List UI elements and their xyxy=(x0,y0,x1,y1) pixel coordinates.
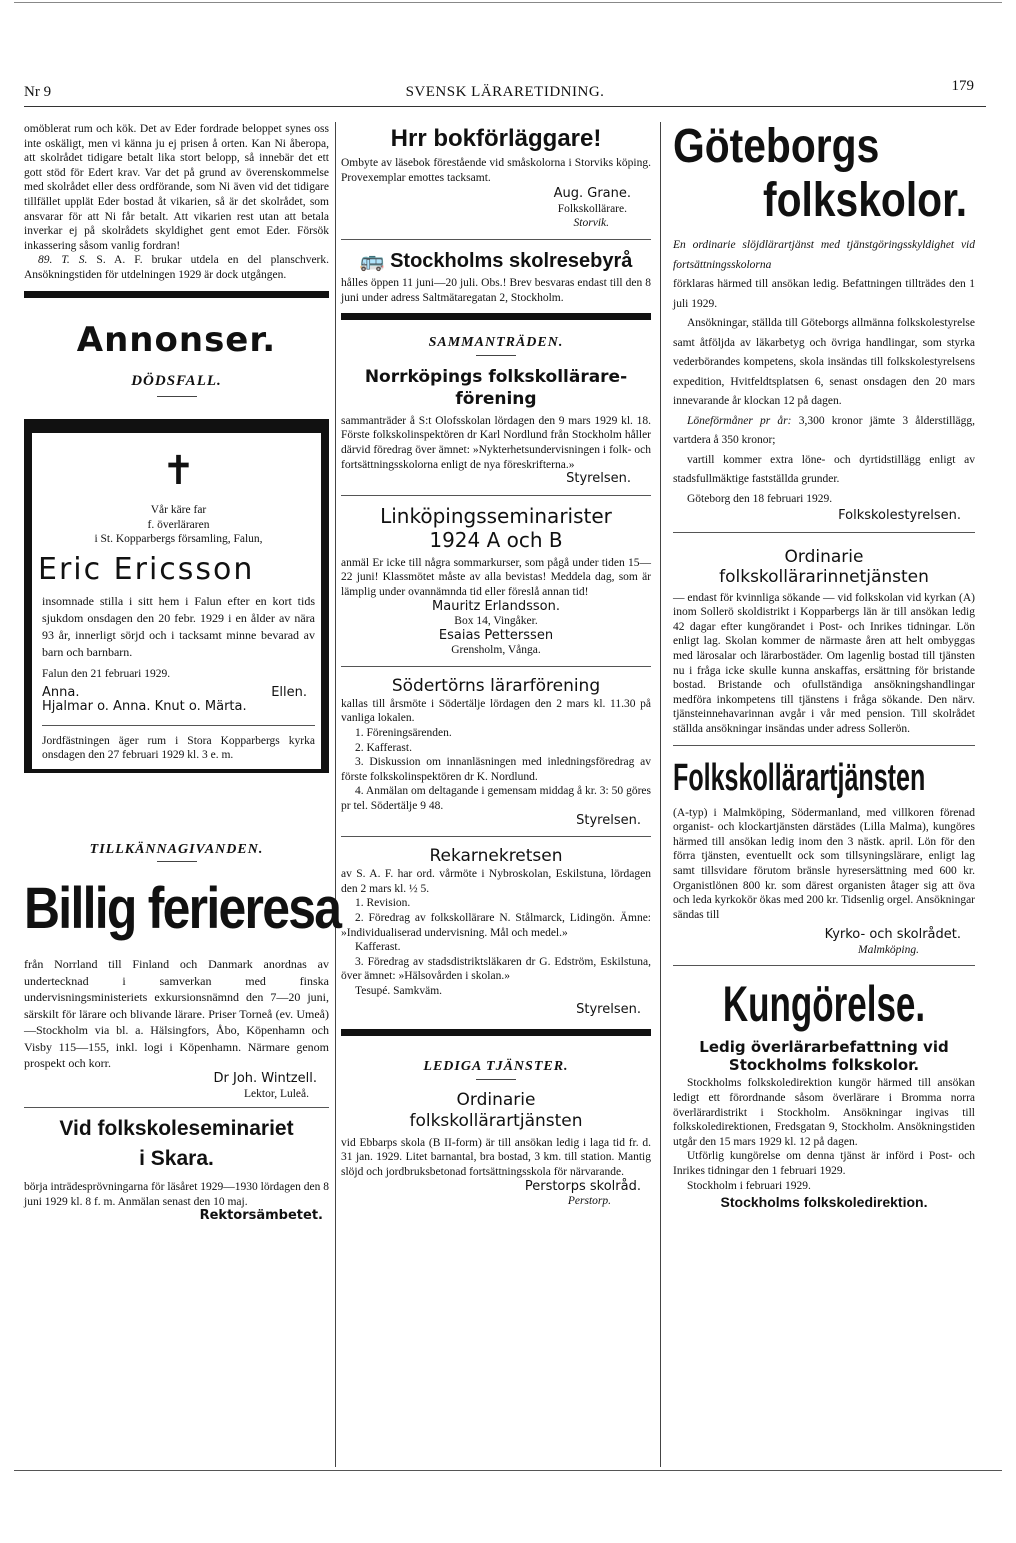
answer-number: 89. T. S. xyxy=(38,254,88,267)
answer-89-text: S. A. F. brukar utdela en del planschverk. Ansökningstiden för utdelningen 1929 är dock utgången. xyxy=(24,254,330,281)
section-rule xyxy=(673,965,975,966)
section-rule xyxy=(341,495,651,496)
bottom-rule xyxy=(14,1470,1002,1471)
lediga-tjanster-heading: LEDIGA TJÄNSTER. xyxy=(423,1059,569,1075)
perstorp-signature: Perstorps skolråd. xyxy=(524,1178,641,1194)
signatures-row-2: Hjalmar o. Anna. Knut o. Märta. xyxy=(42,699,247,715)
section-rule xyxy=(673,532,975,533)
goteborg-text-3: vartill kommer extra löne- och dyrtidstillägg enligt av stadsfullmäktige fastställda grunder. xyxy=(673,453,975,485)
newspaper-title: SVENSK LÄRARETIDNING. xyxy=(405,84,605,100)
ordinarie-heading-2: folkskollärartjänsten xyxy=(409,1110,583,1131)
goteborg-date: Göteborg den 18 februari 1929. xyxy=(687,492,833,505)
dodsfall-heading: DÖDSFALL. xyxy=(131,372,222,389)
section-rule xyxy=(341,313,651,320)
answer-89 xyxy=(24,253,329,282)
short-rule xyxy=(476,355,516,356)
kungorelse-date: Stockholm i februari 1929. xyxy=(687,1179,811,1192)
hrr-signature: Aug. Grane. xyxy=(553,186,631,202)
rekarne-item-3: Kafferast. xyxy=(355,941,401,954)
skolresebyra-title: Stockholms skolresebyrå xyxy=(390,249,633,272)
obituary-place-date: Falun den 21 februari 1929. xyxy=(42,667,171,680)
goteborg-text-1: förklaras härmed till ansökan ledig. Befattningen tillträdes den 1 juli 1929. xyxy=(673,278,975,310)
deceased-name: Eric Ericsson xyxy=(38,551,255,587)
rekarne-item-1: 1. Revision. xyxy=(355,897,411,910)
obituary-line-2: f. överläraren xyxy=(147,518,210,531)
short-rule xyxy=(476,1079,516,1080)
signatures-row xyxy=(42,686,315,701)
folkskollarartjansten-heading: Folkskollärartjänsten xyxy=(673,756,926,799)
rekarne-item-4: 3. Föredrag av stadsdistriktsläkaren dr G. Edström, Eskilstuna, över ämnet: »Hälsovården i skolan.» xyxy=(341,955,651,983)
ebbarp-text: vid Ebbarps skola (B II-form) är till ansökan ledig i laga tid fr. d. 31 jan. 1929. Litet barnantal, bra bostad, 3 km. till station. Mantig slöjd och jordbruksbetonad fortsättningsskola för närvarande. xyxy=(341,1136,651,1178)
tillkannagivanden-heading: TILLKÄNNAGIVANDEN. xyxy=(89,841,264,857)
sodertorn-item-3: 3. Diskussion om innanläsningen med inledningsföredrag av förste folkskolinspektören dr K. Nordlund. xyxy=(341,756,651,783)
header-rule xyxy=(24,106,986,107)
ordinarie-heading-3-1: Ordinarie xyxy=(784,546,864,567)
rekarne-signature: Styrelsen. xyxy=(576,1001,641,1017)
linkoping-address-2: Grensholm, Vånga. xyxy=(451,644,541,657)
column-3 xyxy=(673,122,975,1210)
goteborg-intro: En ordinarie slöjdlärartjänst med tjänstgöringsskyldighet vid fortsättningsskolorna xyxy=(673,239,975,271)
sodertorn-intro: kallas till årsmöte i Södertälje lördagen den 2 mars kl. 11.30 på vanliga lokalen. xyxy=(341,697,651,725)
goteborgs-heading: Göteborgs xyxy=(673,120,880,173)
goteborg-signature: Folkskolestyrelsen. xyxy=(838,508,961,523)
malmkoping-signature: Kyrko- och skolrådet. xyxy=(824,927,961,943)
skara-heading-1: Vid folkskoleseminariet xyxy=(59,1117,294,1141)
rekarne-item-5: Tesupé. Samkväm. xyxy=(355,984,443,997)
goteborg-salary-label: Löneförmåner pr år: xyxy=(687,414,792,427)
linkoping-heading-2: 1924 A och B xyxy=(429,527,563,552)
obituary-line-3: i St. Kopparbergs församling, Falun, xyxy=(94,533,263,546)
goteborg-salary xyxy=(673,412,975,451)
signature-anna: Anna. xyxy=(42,684,80,700)
ordinarie-heading-1: Ordinarie xyxy=(456,1089,536,1110)
linkoping-signature-1: Mauritz Erlandsson. xyxy=(432,598,560,614)
hrr-text: Ombyte av läsebok förestående vid småskolorna i Storviks köping. Provexemplar emottes tacksamt. xyxy=(341,157,651,184)
kungorelse-sub-2: Stockholms folkskolor. xyxy=(728,1056,920,1075)
kungorelse-sub-1: Ledig överlärarbefattning vid xyxy=(699,1038,949,1057)
sodertorn-heading: Södertörns lärarförening xyxy=(391,675,601,696)
obituary-rule xyxy=(42,725,315,726)
column-1 xyxy=(24,122,341,1224)
norrkoping-signature: Styrelsen. xyxy=(566,471,631,487)
norrkoping-text: sammanträder å S:t Olofsskolan lördagen den 9 mars 1929 kl. 18. Förste folkskolinspektören dr Karl Nordlund från Stockholm håller därvid föredrag över ämnet: »Nykterhetsundervisningen i folk- och fortsättningsskolorna enligt de nya föreskrifterna.» xyxy=(341,414,651,471)
obituary-box xyxy=(24,419,329,773)
hrr-signature-title: Folkskollärare. xyxy=(557,202,627,215)
billig-ferieresa-heading: Billig ferieresa xyxy=(24,876,341,942)
kungorelse-heading: Kungörelse. xyxy=(722,976,926,1033)
sammantraden-heading: SAMMANTRÄDEN. xyxy=(428,335,564,351)
linkoping-text: anmäl Er icke till några sommarkurser, som pågå under tiden 15—22 juni! Klassmötet måste av alla bevistas! Meddela dag, som är lämplig under ovannämnda tid eller föreslå annan tid! xyxy=(341,556,651,598)
page-header xyxy=(24,78,986,108)
goteborg-salary-text: 3,300 kronor jämte 3 ålderstillägg, vartdera å 350 kronor; xyxy=(673,414,976,446)
linkoping-heading-1: Linköpingsseminarister xyxy=(380,503,612,528)
hrr-signature-place: Storvik. xyxy=(573,217,609,230)
ordinarie-heading-3-2: folkskollärarinnetjänsten xyxy=(719,566,929,587)
kungorelse-text: Stockholms folkskoledirektion kungör härmed till ansökan ledigt ett förordnande såsom överlärare i Bromma norra överlärardistrikt i Stockholm. Ansökningar ingivas till folkskoledirektionen, Fredsgatan 9, Stockholm. Ansökningstiden utgår den 15 mars 1929 kl. 12 på dagen. xyxy=(673,1077,975,1148)
billig-signature: Dr Joh. Wintzell. xyxy=(213,1070,317,1086)
cross-icon: ✝ xyxy=(161,448,196,494)
kungorelse-signature: Stockholms folkskoledirektion. xyxy=(720,1194,928,1211)
top-border xyxy=(14,2,1002,3)
rekarne-heading: Rekarnekretsen xyxy=(429,846,563,867)
obituary-line-1: Vår käre far xyxy=(150,504,207,517)
sodertorn-item-2: 2. Kafferast. xyxy=(355,741,412,754)
section-rule xyxy=(341,836,651,837)
malmkoping-text: (A-typ) i Malmköping, Södermanland, med villkoren förenad organist- och klockartjänsten därstädes (Lilla Malma), kungöres härmed till ansökan ledig inom den 3 nästk. april. Lön för den förra tjänsten, eventuellt ock som tillsyningslärare, enligt lag samt tillsvidare förutom bränsle hyresersättning med 600 kr. Organistlönen 800 kr. som därest organisten åtager sig att öva och leda kyrkokör ökas med 200 kr. Tidsenlig orgel. Ansökningar sändas till xyxy=(673,806,975,921)
billig-ferieresa-text: från Norrland till Finland och Danmark anordnas av undertecknad i samverkan med finska undervisningsministeriets exkursionsnämnd den 7—20 juni, särskilt för lärare och blivande lärare. Priser Torneå (ev. Umeå)—Stockholm via bl. a. Hälsingfors, Åbo, Köpenhamn och Visby 115—155, inkl. logi i Köpenhamn. Närmare genom prospekt och korr. xyxy=(24,957,329,1071)
short-rule xyxy=(157,861,197,862)
section-rule xyxy=(341,666,651,667)
section-rule xyxy=(341,239,651,240)
section-rule xyxy=(24,1107,329,1108)
letter-answer-text: omöblerat rum och kök. Det av Eder fordrade beloppet synes oss inte oskäligt, men vi känna ju ej prisen å orten. Kan Ni åberopa, att skolrådet tidigare betalt lika stort belopp, så innebär det ett gott stöd för Edert krav. Var det på grund av överenskommelse med skolrådet eller dess ordförande, som Ni även vid det tidigare tillfället upplät Eder bostad åt vikarien, så är det skolrådet, som ansvarar för att Ni får betalt. Att vikarien rest utan att betala inverkar ej på skolrådets skyldighet gent emot Eder. Försök inkassering såsom vanlig fordran! xyxy=(24,123,329,252)
sodertorn-item-4: 4. Anmälan om deltagande i gemensam middag å kr. 3: 50 göres pr tel. Södertälje 9 48. xyxy=(341,785,651,813)
kungorelse-text-2: Utförlig kungörelse om denna tjänst är införd i Post- och Inrikes tidningar den 1 februari 1929. xyxy=(673,1150,975,1178)
hrr-heading: Hrr bokförläggare! xyxy=(390,125,602,152)
bus-icon: 🚌 xyxy=(359,249,385,272)
column-divider-1 xyxy=(335,122,336,1467)
skolresebyra-text: hålles öppen 11 juni—20 juli. Obs.! Brev besvaras endast till den 8 juni under adress Saltmätaregatan 2, Stockholm. xyxy=(341,276,651,304)
column-2 xyxy=(341,122,651,1209)
linkoping-address-1: Box 14, Vingåker. xyxy=(454,615,538,628)
signature-ellen: Ellen. xyxy=(271,684,307,700)
issue-number: Nr 9 xyxy=(24,84,52,100)
skara-text: börja inträdesprövningarna för läsåret 1929—1930 lördagen den 8 juni 1929 kl. 8 f. m. Anmälan senast den 10 maj. xyxy=(24,1181,329,1208)
obituary-text: insomnade stilla i sitt hem i Falun efter en kort tids sjukdom onsdagen den 20 febr. 1929 i en ålder av nära 93 år, innerligt sörjd och i tacksamt minne bevarad av barn och barnbarn. xyxy=(42,593,315,659)
linkoping-signature-2: Esaias Petterssen xyxy=(438,627,554,643)
malmkoping-place: Malmköping. xyxy=(857,943,919,956)
section-rule xyxy=(24,291,329,298)
perstorp-place: Perstorp. xyxy=(567,1195,611,1208)
norrkoping-heading: Norrköpings folkskollärare-förening xyxy=(364,366,628,409)
billig-signature-title: Lektor, Luleå. xyxy=(244,1087,309,1100)
goteborg-text-2: Ansökningar, ställda till Göteborgs allmänna folkskolestyrelse samt åtföljda av läkarbetyg och övriga handlingar, som styrka vederbörandes kompetens, skola insändas till folkskolestyrelsens expedition, Hvitfeldtsplatsen 6, senast onsdagen den 20 mars innevarande år klockan 12 på dagen. xyxy=(673,317,975,407)
rekarne-intro: av S. A. F. har ord. vårmöte i Nybroskolan, Eskilstuna, lördagen den 2 mars kl. ½ 5. xyxy=(341,868,651,895)
section-rule xyxy=(673,745,975,746)
sodertorn-item-1: 1. Föreningsärenden. xyxy=(355,727,452,740)
skara-heading-2: i Skara. xyxy=(139,1147,214,1171)
column-divider-2 xyxy=(660,122,661,1467)
sollero-text: — endast för kvinnliga sökande — vid folkskolan vid kyrkan (A) inom Sollerö skoldistrikt i Kopparbergs län är till ansökan ledig 42 dagar efter kungörandet i Post- och Inrikes tidningar. Lön enligt lag. Skolan kommer de närmaste åren att helt ombyggas med lärosalar och lärarbostäder. Om lagenlig bostad till tjänsten nu i fråga icke skulle kunna anskaffas, ersättning för bristande bostad. Bristande och ofullständiga ansökningshandlingar medföra inkompetens till tjänstens i fråga sökande. Den närv. tjänsteinnehavarinnan avgår i vår med pension. Till skolrådet ställda ansökningar insändas under adress Sollerön. xyxy=(673,591,975,735)
page-number: 179 xyxy=(951,78,974,94)
skara-signature: Rektorsämbetet. xyxy=(199,1208,323,1224)
section-rule xyxy=(341,1029,651,1036)
stockholms-skolresebyra-heading xyxy=(341,248,651,274)
rekarne-item-2: 2. Föredrag av folkskollärare N. Stålmarck, Lidingön. Ämne: »Individualiserad undervisning. Mål och medel.» xyxy=(341,912,651,939)
short-rule xyxy=(157,396,197,397)
sodertorn-signature: Styrelsen. xyxy=(576,812,641,828)
linkoping-signature-1-address xyxy=(341,614,651,629)
funeral-notice: Jordfästningen äger rum i Stora Kopparbergs kyrka onsdagen den 27 februari 1929 kl. 3 e. m. xyxy=(42,734,315,762)
folkskolor-heading: folkskolor. xyxy=(763,174,968,227)
annonser-heading: Annonser. xyxy=(76,319,277,360)
